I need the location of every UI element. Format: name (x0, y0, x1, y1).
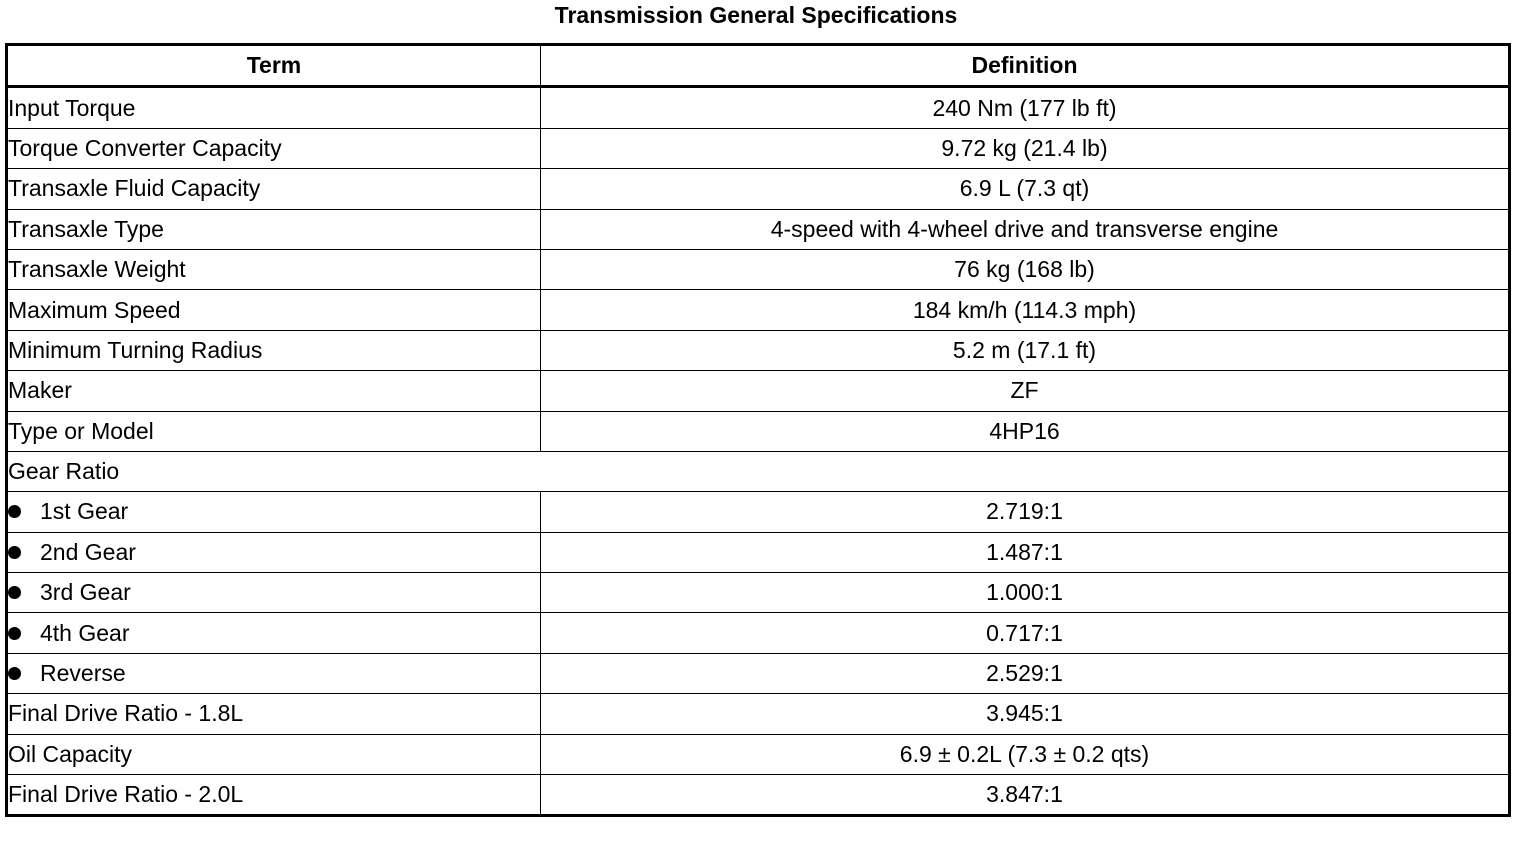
table-row (7, 249, 1510, 289)
definition-cell: 4-speed with 4-wheel drive and transverse engine (541, 209, 1510, 249)
term-cell: Transaxle Fluid Capacity (7, 169, 541, 209)
table-row (7, 128, 1510, 168)
term-cell: Final Drive Ratio - 1.8L (7, 694, 541, 734)
definition-cell: 3.945:1 (541, 694, 1510, 734)
gear-ratio-heading: Gear Ratio (7, 451, 1510, 491)
definition-cell: 5.2 m (17.1 ft) (541, 330, 1510, 370)
table-row (7, 775, 1510, 816)
definition-cell: 6.9 L (7.3 qt) (541, 169, 1510, 209)
definition-cell: 6.9 ± 0.2L (7.3 ± 0.2 qts) (541, 734, 1510, 774)
gear-ratio-value: 2.529:1 (541, 653, 1510, 693)
definition-cell: ZF (541, 371, 1510, 411)
gear-term-cell (7, 653, 541, 693)
definition-cell: 9.72 kg (21.4 lb) (541, 128, 1510, 168)
gear-term-cell (7, 492, 541, 532)
gear-ratio-value: 2.719:1 (541, 492, 1510, 532)
gear-ratio-row (7, 613, 1510, 653)
bullet-icon (8, 546, 21, 559)
gear-term-cell (7, 613, 541, 653)
table-row (7, 694, 1510, 734)
term-cell: Torque Converter Capacity (7, 128, 541, 168)
table-row (7, 209, 1510, 249)
gear-ratio-row (7, 573, 1510, 613)
gear-term-cell (7, 573, 541, 613)
definition-cell: 4HP16 (541, 411, 1510, 451)
gear-ratio-section-row (7, 451, 1510, 491)
specifications-table (5, 43, 1511, 817)
definition-cell: 76 kg (168 lb) (541, 249, 1510, 289)
definition-cell: 3.847:1 (541, 775, 1510, 816)
bullet-icon (8, 505, 21, 518)
bullet-icon (8, 627, 21, 640)
term-cell: Input Torque (7, 87, 541, 128)
gear-ratio-row (7, 653, 1510, 693)
column-header-term: Term (7, 45, 541, 87)
column-header-definition: Definition (541, 45, 1510, 87)
table-row (7, 330, 1510, 370)
gear-term-label: 4th Gear (40, 619, 130, 646)
term-cell: Maximum Speed (7, 290, 541, 330)
table-row (7, 734, 1510, 774)
term-cell: Type or Model (7, 411, 541, 451)
definition-cell: 240 Nm (177 lb ft) (541, 87, 1510, 128)
bullet-icon (8, 586, 21, 599)
term-cell: Minimum Turning Radius (7, 330, 541, 370)
table-row (7, 169, 1510, 209)
term-cell: Transaxle Weight (7, 249, 541, 289)
bullet-icon (8, 667, 21, 680)
gear-ratio-row (7, 532, 1510, 572)
gear-ratio-value: 0.717:1 (541, 613, 1510, 653)
gear-ratio-value: 1.000:1 (541, 573, 1510, 613)
definition-cell: 184 km/h (114.3 mph) (541, 290, 1510, 330)
gear-term-label: Reverse (40, 660, 126, 687)
table-row (7, 411, 1510, 451)
table-row (7, 290, 1510, 330)
table-row (7, 87, 1510, 128)
page-title: Transmission General Specifications (554, 2, 958, 28)
term-cell: Transaxle Type (7, 209, 541, 249)
gear-ratio-row (7, 492, 1510, 532)
gear-term-label: 2nd Gear (40, 538, 136, 565)
gear-ratio-value: 1.487:1 (541, 532, 1510, 572)
gear-term-cell (7, 532, 541, 572)
term-cell: Final Drive Ratio - 2.0L (7, 775, 541, 816)
term-cell: Maker (7, 371, 541, 411)
table-row (7, 371, 1510, 411)
gear-term-label: 3rd Gear (40, 579, 131, 606)
gear-term-label: 1st Gear (40, 498, 129, 525)
table-header-row (7, 45, 1510, 87)
term-cell: Oil Capacity (7, 734, 541, 774)
